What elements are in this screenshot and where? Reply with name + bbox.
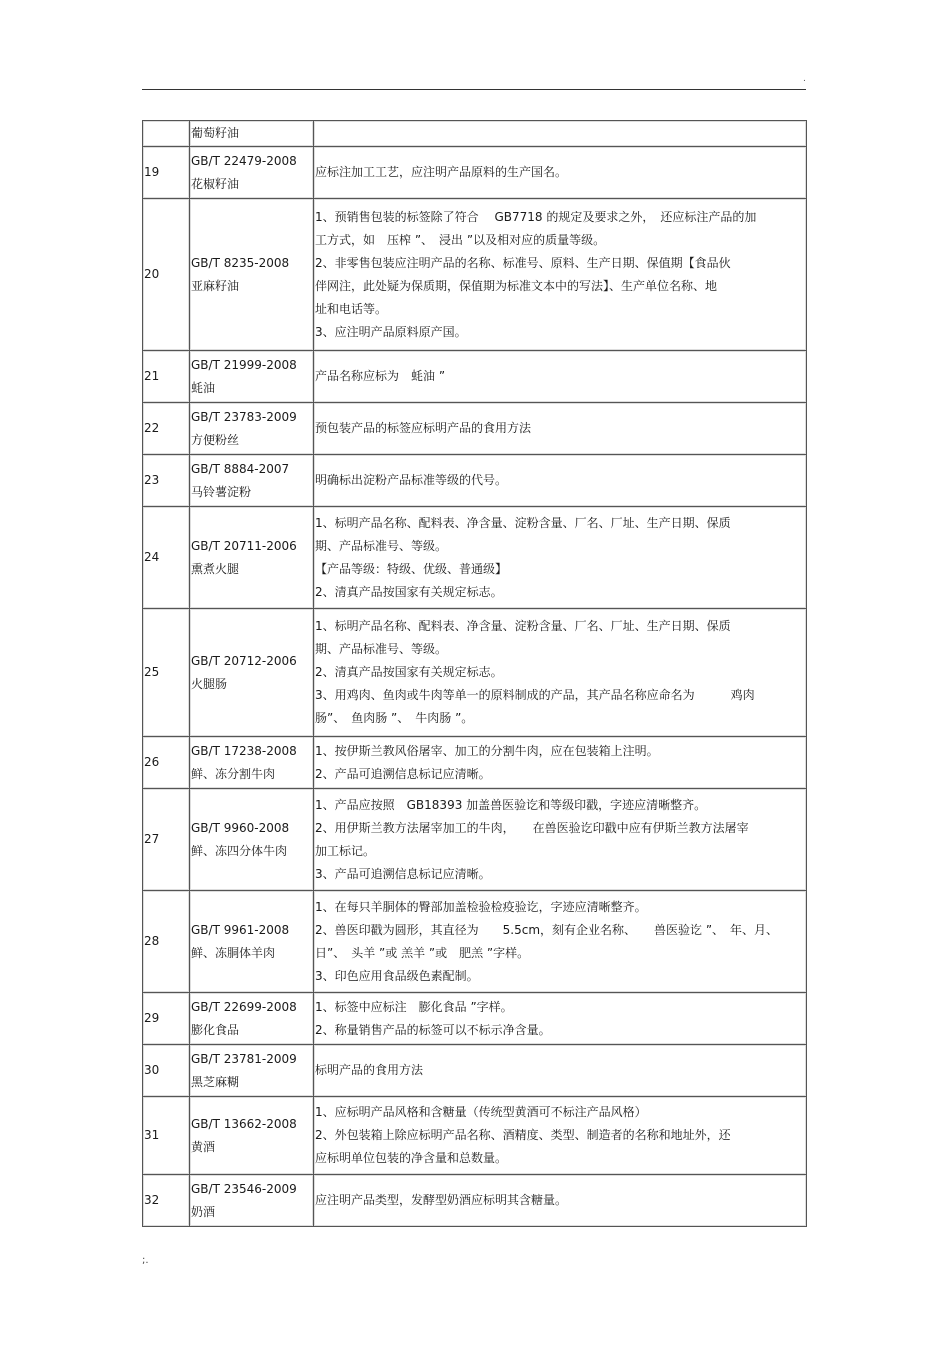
standard-cell bbox=[190, 1175, 314, 1227]
labeling-requirement-cell bbox=[314, 455, 807, 507]
table-row bbox=[143, 199, 807, 351]
row-number: 29 bbox=[143, 993, 190, 1045]
requirement-line: 应标明单位包装的净含量和总数量。 bbox=[315, 1151, 508, 1165]
table-row bbox=[143, 993, 807, 1045]
labeling-requirement-cell bbox=[314, 403, 807, 455]
standard-number: GB/T 23781-2009 bbox=[191, 1051, 297, 1066]
product-name: 熏煮火腿 bbox=[191, 561, 240, 576]
standard-number: GB/T 9961-2008 bbox=[191, 922, 290, 937]
row-number: 30 bbox=[143, 1045, 190, 1097]
requirement-line: 1、标明产品名称、配料表、净含量、淀粉含量、厂名、厂址、生产日期、保质 bbox=[315, 515, 731, 530]
labeling-requirement-cell bbox=[314, 891, 807, 993]
table-row bbox=[143, 1045, 807, 1097]
requirement-line: 3、印色应用食品级色素配制。 bbox=[315, 968, 479, 983]
row-number: 20 bbox=[143, 199, 190, 351]
product-name: 亚麻籽油 bbox=[191, 278, 240, 293]
row-number: 32 bbox=[143, 1175, 190, 1227]
standard-number: GB/T 8235-2008 bbox=[191, 255, 290, 270]
requirement-line: 1、标签中应标注 膨化食品 ”字样。 bbox=[315, 999, 513, 1014]
row-number: 25 bbox=[143, 609, 190, 737]
requirement-line: 2、清真产品按国家有关规定标志。 bbox=[315, 665, 503, 679]
header-mark: . bbox=[803, 74, 806, 84]
standard-number: GB/T 9960-2008 bbox=[191, 820, 290, 835]
product-name: 奶酒 bbox=[191, 1204, 216, 1219]
requirement-line: 标明产品的食用方法 bbox=[315, 1063, 424, 1077]
standards-table bbox=[142, 120, 807, 1227]
row-number: 24 bbox=[143, 507, 190, 609]
standard-number: GB/T 21999-2008 bbox=[191, 357, 297, 372]
standard-cell bbox=[190, 403, 314, 455]
standard-cell bbox=[190, 1045, 314, 1097]
standard-cell bbox=[190, 737, 314, 789]
standard-cell bbox=[190, 199, 314, 351]
requirement-line: 加工标记。 bbox=[315, 843, 376, 858]
standard-number: GB/T 23783-2009 bbox=[191, 409, 297, 424]
product-name: 鲜、冻分割牛肉 bbox=[191, 766, 276, 781]
product-name: 花椒籽油 bbox=[191, 176, 240, 191]
requirement-line: 1、按伊斯兰教风俗屠宰、加工的分割牛肉，应在包装箱上注明。 bbox=[315, 743, 659, 758]
header-rule bbox=[142, 89, 806, 90]
standard-cell bbox=[190, 121, 314, 147]
requirement-line: 1、标明产品名称、配料表、净含量、淀粉含量、厂名、厂址、生产日期、保质 bbox=[315, 619, 731, 633]
requirement-line: 1、应标明产品风格和含糖量（传统型黄酒可不标注产品风格） bbox=[315, 1105, 647, 1119]
labeling-requirement-cell bbox=[314, 789, 807, 891]
row-number: 27 bbox=[143, 789, 190, 891]
requirement-line: 2、产品可追溯信息标记应清晰。 bbox=[315, 766, 491, 781]
requirement-line: 3、产品可追溯信息标记应清晰。 bbox=[315, 866, 491, 881]
requirement-line: 【产品等级：特级、优级、普通级】 bbox=[315, 561, 508, 576]
standard-cell bbox=[190, 1097, 314, 1175]
labeling-requirement-cell bbox=[314, 507, 807, 609]
table-row bbox=[143, 1097, 807, 1175]
labeling-requirement-cell bbox=[314, 1175, 807, 1227]
standard-cell bbox=[190, 507, 314, 609]
table-row bbox=[143, 891, 807, 993]
table-row bbox=[143, 351, 807, 403]
product-name: 方便粉丝 bbox=[191, 432, 240, 447]
standard-number: GB/T 8884-2007 bbox=[191, 461, 290, 476]
requirement-line: 2、用伊斯兰教方法屠宰加工的牛肉， 在兽医验讫印戳中应有伊斯兰教方法屠宰 bbox=[315, 820, 749, 835]
table-row bbox=[143, 403, 807, 455]
labeling-requirement-cell bbox=[314, 993, 807, 1045]
table-row bbox=[143, 121, 807, 147]
standard-cell bbox=[190, 147, 314, 199]
standard-number: GB/T 20711-2006 bbox=[191, 538, 297, 553]
requirement-line: 伴网注，此处疑为保质期，保值期为标准文本中的写法】、生产单位名称、地 bbox=[315, 278, 718, 293]
row-number: 31 bbox=[143, 1097, 190, 1175]
standard-cell bbox=[190, 993, 314, 1045]
requirement-line: 1、在每只羊胴体的臀部加盖检验检疫验讫，字迹应清晰整齐。 bbox=[315, 899, 647, 914]
standard-number: GB/T 20712-2006 bbox=[191, 653, 297, 668]
row-number: 26 bbox=[143, 737, 190, 789]
requirement-line: 2、兽医印戳为圆形，其直径为 5.5cm，刻有企业名称、 兽医验讫 ”、 年、月、 bbox=[315, 922, 779, 937]
row-number: 19 bbox=[143, 147, 190, 199]
table-row bbox=[143, 789, 807, 891]
table-row bbox=[143, 455, 807, 507]
requirement-line: 3、应注明产品原料原产国。 bbox=[315, 324, 467, 339]
product-name: 鲜、冻胴体羊肉 bbox=[191, 945, 276, 960]
standard-number: GB/T 22479-2008 bbox=[191, 153, 297, 168]
product-name: 火腿肠 bbox=[191, 676, 228, 691]
product-name: 鲜、冻四分体牛肉 bbox=[191, 843, 288, 858]
requirement-line: 期、产品标准号、等级。 bbox=[315, 538, 448, 553]
requirement-line: 3、用鸡肉、鱼肉或牛肉等单一的原料制成的产品，其产品名称应命名为 鸡肉 bbox=[315, 688, 755, 702]
row-number: 28 bbox=[143, 891, 190, 993]
labeling-requirement-cell bbox=[314, 199, 807, 351]
requirement-line: 2、非零售包装应注明产品的名称、标准号、原料、生产日期、保值期【食品伙 bbox=[315, 255, 731, 270]
labeling-requirement-cell bbox=[314, 737, 807, 789]
standard-cell bbox=[190, 455, 314, 507]
standard-number: GB/T 13662-2008 bbox=[191, 1116, 297, 1131]
product-name: 葡萄籽油 bbox=[191, 126, 240, 140]
row-number bbox=[143, 121, 190, 147]
requirement-line: 应注明产品类型，发酵型奶酒应标明其含糖量。 bbox=[315, 1193, 568, 1207]
requirement-line: 2、外包装箱上除应标明产品名称、酒精度、类型、制造者的名称和地址外，还 bbox=[315, 1128, 731, 1142]
labeling-requirement-cell bbox=[314, 147, 807, 199]
product-name: 膨化食品 bbox=[191, 1022, 240, 1037]
footer-mark: ;. bbox=[142, 1255, 149, 1266]
standard-cell bbox=[190, 609, 314, 737]
standard-cell bbox=[190, 351, 314, 403]
table-row bbox=[143, 609, 807, 737]
table-row bbox=[143, 737, 807, 789]
requirement-line: 明确标出淀粉产品标准等级的代号。 bbox=[315, 473, 508, 487]
requirement-line: 预包装产品的标签应标明产品的食用方法 bbox=[315, 421, 532, 435]
table-row bbox=[143, 1175, 807, 1227]
standard-number: GB/T 22699-2008 bbox=[191, 999, 297, 1014]
requirement-line: 应标注加工工艺，应注明产品原料的生产国名。 bbox=[315, 165, 568, 179]
requirement-line: 工方式，如 压榨 ”、 浸出 ”以及相对应的质量等级。 bbox=[315, 232, 606, 247]
standard-cell bbox=[190, 891, 314, 993]
requirement-line: 日”、 头羊 ”或 羔羊 ”或 肥羔 ”字样。 bbox=[315, 945, 530, 960]
row-number: 23 bbox=[143, 455, 190, 507]
labeling-requirement-cell bbox=[314, 121, 807, 147]
requirement-line: 2、称量销售产品的标签可以不标示净含量。 bbox=[315, 1022, 551, 1037]
standard-number: GB/T 17238-2008 bbox=[191, 743, 297, 758]
labeling-requirement-cell bbox=[314, 1097, 807, 1175]
product-name: 黑芝麻糊 bbox=[191, 1074, 240, 1089]
row-number: 22 bbox=[143, 403, 190, 455]
requirement-line: 1、产品应按照 GB18393 加盖兽医验讫和等级印戳，字迹应清晰整齐。 bbox=[315, 797, 707, 812]
requirement-line: 址和电话等。 bbox=[315, 301, 388, 316]
row-number: 21 bbox=[143, 351, 190, 403]
requirement-line: 期、产品标准号、等级。 bbox=[315, 642, 448, 656]
labeling-requirement-cell bbox=[314, 1045, 807, 1097]
labeling-requirement-cell bbox=[314, 351, 807, 403]
requirement-line: 产品名称应标为 蚝油 ” bbox=[315, 369, 446, 383]
requirement-line: 2、清真产品按国家有关规定标志。 bbox=[315, 584, 503, 599]
labeling-requirement-cell bbox=[314, 609, 807, 737]
standard-number: GB/T 23546-2009 bbox=[191, 1181, 297, 1196]
requirement-line: 肠”、 鱼肉肠 ”、 牛肉肠 ”。 bbox=[315, 711, 474, 725]
product-name: 蚝油 bbox=[191, 380, 216, 395]
standard-cell bbox=[190, 789, 314, 891]
requirement-line: 1、预销售包装的标签除了符合 GB7718 的规定及要求之外， 还应标注产品的加 bbox=[315, 209, 757, 224]
product-name: 黄酒 bbox=[191, 1139, 216, 1154]
product-name: 马铃薯淀粉 bbox=[191, 484, 252, 499]
table-row bbox=[143, 507, 807, 609]
table-row bbox=[143, 147, 807, 199]
